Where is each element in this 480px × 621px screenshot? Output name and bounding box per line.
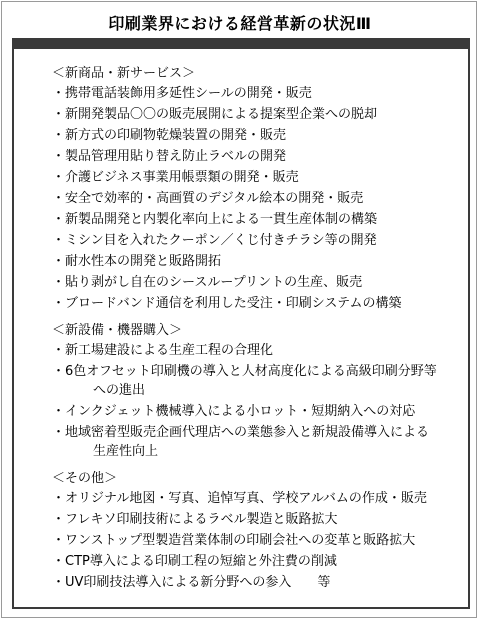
section-heading: ＜その他＞ (52, 471, 118, 486)
list-item-text: ・6色オフセット印刷機の導入と人材高度化による高級印刷分野等 (52, 364, 437, 379)
list-item (52, 362, 462, 400)
list-item-text: ・新工場建設による生産工程の合理化 (52, 343, 274, 358)
title-rule (12, 38, 470, 49)
list-item-continuation: 生産性向上 (93, 444, 159, 459)
list-item-continuation: への進出 (93, 383, 146, 398)
list-item-text: ・インクジェット機械導入による小ロット・短期納入への対応 (52, 404, 416, 419)
page-title: 印刷業界における経営革新の状況Ⅲ (108, 14, 372, 33)
list-item: ・UV印刷技法導入による新分野への参入 等 (52, 575, 331, 590)
list-item: ・携帯電話装飾用多延性シールの開発・販売 (52, 86, 312, 101)
list-item: ・オリジナル地図・写真、追悼写真、学校アルバムの作成・販売 (52, 491, 427, 506)
list-item: ・フレキソ印刷技術によるラベル製造と販路拡大 (52, 512, 338, 527)
list-item: ・介護ビジネス事業用帳票類の開発・販売 (52, 170, 299, 185)
list-item: ・新製品開発と内製化率向上による一貫生産体制の構築 (52, 212, 378, 227)
list-item: ・ミシン目を入れたクーポン／くじ付きチラシ等の開発 (52, 233, 377, 248)
list-item: ・CTP導入による印刷工程の短縮と外注費の削減 (52, 554, 337, 569)
list-item: ・新開発製品〇〇の販売展開による提案型企業への脱却 (52, 107, 378, 122)
list-item: ・製品管理用貼り替え防止ラベルの開発 (52, 149, 287, 164)
list-item: ・安全で効率的・高画質のデジタル絵本の開発・販売 (52, 191, 364, 206)
section-heading: ＜新商品・新サービス＞ (52, 66, 196, 81)
list-item (52, 402, 462, 421)
list-item (52, 423, 462, 461)
section-new-products (52, 64, 462, 315)
list-item: ・ブロードバンド通信を利用した受注・印刷システムの構築 (52, 296, 402, 311)
section-heading: ＜新設備・機器購入＞ (52, 323, 183, 338)
section-new-equipment (52, 321, 462, 461)
list-item: ・耐水性本の開発と販路開拓 (52, 254, 222, 269)
list-item (52, 341, 462, 360)
list-item-text: ・地域密着型販売企画代理店への業態参入と新規設備導入による (52, 425, 430, 440)
list-item: ・貼り剥がし自在のシースループリントの生産、販売 (52, 275, 363, 290)
content (52, 64, 462, 594)
list-item: ・新方式の印刷物乾燥装置の開発・販売 (52, 128, 287, 143)
list-item: ・ワンストップ型製造営業体制の印刷会社への変革と販路拡大 (52, 533, 416, 548)
section-other (52, 469, 462, 592)
